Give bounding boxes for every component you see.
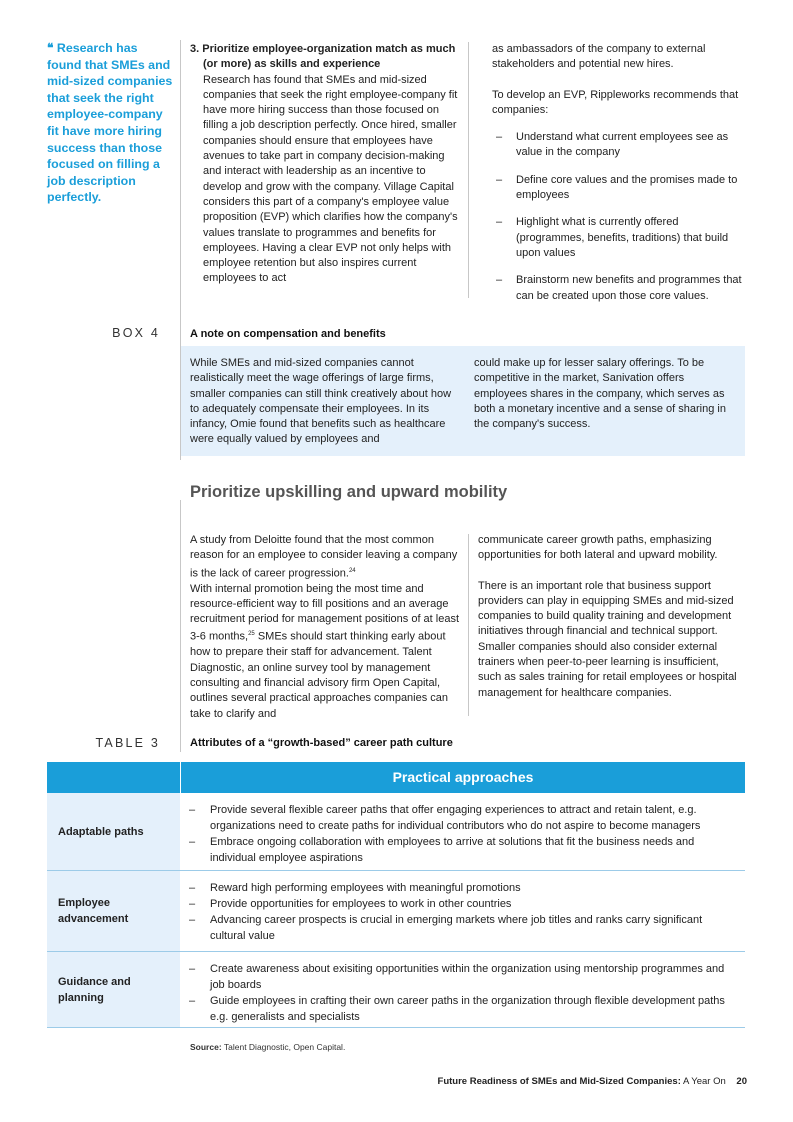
table-source: Source: Talent Diagnostic, Open Capital. — [190, 1042, 346, 1052]
section-column-right — [478, 533, 744, 701]
table-header-empty — [47, 762, 180, 793]
paragraph-ambassadors: as ambassadors of the company to external stakeholders and potential new hires. — [492, 43, 706, 71]
paragraph-promotion: With internal promotion being the most time and resource-efficient way to fill positions and an average recruitment period for management positions of at least 3-6 months,$^{25}$ SMEs should start thinking early about how to prepare their staff for advancement. Talent Diagnostic, an online survey tool by management consulting and financial advisory firm Open Capital, outlines several practical approaches companies can take to clarify and — [190, 582, 460, 720]
quote-icon: ❝ — [47, 41, 54, 55]
list-item: – Define core values and the promises made to employees — [496, 173, 738, 202]
box-title: A note on compensation and benefits — [190, 328, 386, 340]
column-rule-left-lower — [180, 500, 181, 752]
section-heading: Prioritize upskilling and upward mobility — [190, 483, 508, 501]
box-compensation — [181, 346, 745, 456]
page-number: 20 — [736, 1076, 747, 1087]
list-item: – Provide several flexible career paths that offer engaging experiences to attract and retain talent, e.g. organizations need to create paths for individual contributors who do not aspire to become managers — [189, 804, 701, 832]
table-row — [47, 871, 745, 952]
row-content — [181, 871, 745, 952]
row-label: Guidance and planning — [47, 952, 180, 1027]
list-item: – Advancing career prospects is crucial in emerging markets where job titles and ranks carry significant cultural value — [189, 914, 703, 942]
row-content — [181, 793, 745, 874]
table-label: TABLE 3 — [95, 736, 160, 750]
footnote-25: 25 — [248, 631, 255, 638]
pull-quote-text: Research has found that SMEs and mid-sized companies that seek the right employee-company fit have more hiring success than those focused on filling a job description perfectly. — [47, 41, 173, 205]
table-row — [47, 793, 745, 871]
column-rule-middle-section — [468, 534, 469, 716]
list-item: – Understand what current employees see as value in the company — [496, 131, 729, 159]
row-label: Employee advancement — [47, 871, 180, 951]
table-header-row — [47, 762, 745, 793]
box-label: BOX 4 — [112, 326, 160, 340]
list-item: – Brainstorm new benefits and programmes that can be created upon those core values. — [496, 274, 742, 302]
row-label: Adaptable paths — [47, 793, 180, 870]
list-item: – Provide opportunities for employees to work in other countries — [189, 898, 512, 910]
table-row — [47, 952, 745, 1028]
pull-quote — [47, 40, 175, 206]
list-item: – Create awareness about exisiting opportunities within the organization using mentorship programmes and job boards — [189, 963, 725, 991]
footer-subtitle: A Year On — [682, 1076, 726, 1087]
body-paragraph: Research has found that SMEs and mid-sized companies that seek the right employee-company fit have more hiring success than those focused on filling a job description perfectly. Once hired, smaller companies should ensure that employees have avenues to take part in company decision-making and interact with leadership as an incentive to develop and grow with the company. Village Capital considers this part of a company's employee value proposition (EVP) which clarifies how the company's values translate to programmes and benefits for employees. Having a clear EVP not only helps with employee retention but also inspires current employees to act — [203, 73, 458, 285]
section-column-left — [190, 533, 462, 722]
page-footer — [438, 1076, 747, 1087]
row-content — [181, 952, 745, 1033]
heading-text: Prioritize employee-organization match as much (or more) as skills and experience — [202, 43, 456, 71]
numbered-heading — [190, 42, 458, 73]
table-header: Practical approaches — [181, 762, 745, 793]
list-item: – Reward high performing employees with meaningful promotions — [189, 882, 521, 894]
paragraph-communicate: communicate career growth paths, emphasizing opportunities for both lateral and upward mobility. — [478, 534, 718, 562]
footer-title: Future Readiness of SMEs and Mid-Sized Companies: — [437, 1076, 681, 1087]
table-title: Attributes of a “growth-based” career path culture — [190, 737, 453, 749]
footnote-24: 24 — [348, 567, 356, 574]
paragraph-evp: To develop an EVP, Rippleworks recommends that companies: — [492, 88, 739, 116]
paragraph-support-providers: There is an important role that business support providers can play in equipping SMEs and mid-sized companies to build quality training and development initiatives through financial and technical support. Smaller companies should also consider external trainers when peer-to-peer learning is insufficient, such as sales training for retail employees or hospital management for healthcare companies. — [478, 579, 737, 699]
career-path-table — [47, 762, 745, 1028]
box-text-right: could make up for lesser salary offerings. To be competitive in the market, Sanivation offers employees shares in the company, which serves as both a monetary incentive and a sense of sharing in the company's success. — [474, 357, 726, 431]
column-rule-middle-top — [468, 42, 469, 298]
list-item: – Guide employees in crafting their own career paths in the organization through flexible development paths e.g. generalists and specialists — [189, 995, 725, 1023]
paragraph-deloitte: A study from Deloitte found that the most common reason for an employee to consider leaving a company is the lack of career progression.$^{24}$ — [190, 534, 458, 580]
list-item: – Embrace ongoing collaboration with employees to arrive at solutions that fit the business needs and individual employee aspirations — [189, 836, 695, 864]
list-item: – Highlight what is currently offered (programmes, benefits, traditions) that build upon values — [496, 216, 729, 259]
article-column-left — [190, 42, 458, 287]
article-column-right — [492, 42, 744, 316]
evp-list — [492, 130, 744, 304]
heading-number: 3. — [190, 43, 200, 55]
box-text-left: While SMEs and mid-sized companies cannot realistically meet the wage offerings of large firms, smaller companies can still think creatively about how to adequately compensate their employees. In its infancy, Omie found that benefits such as healthcare were equally valued by employees and — [190, 357, 452, 446]
